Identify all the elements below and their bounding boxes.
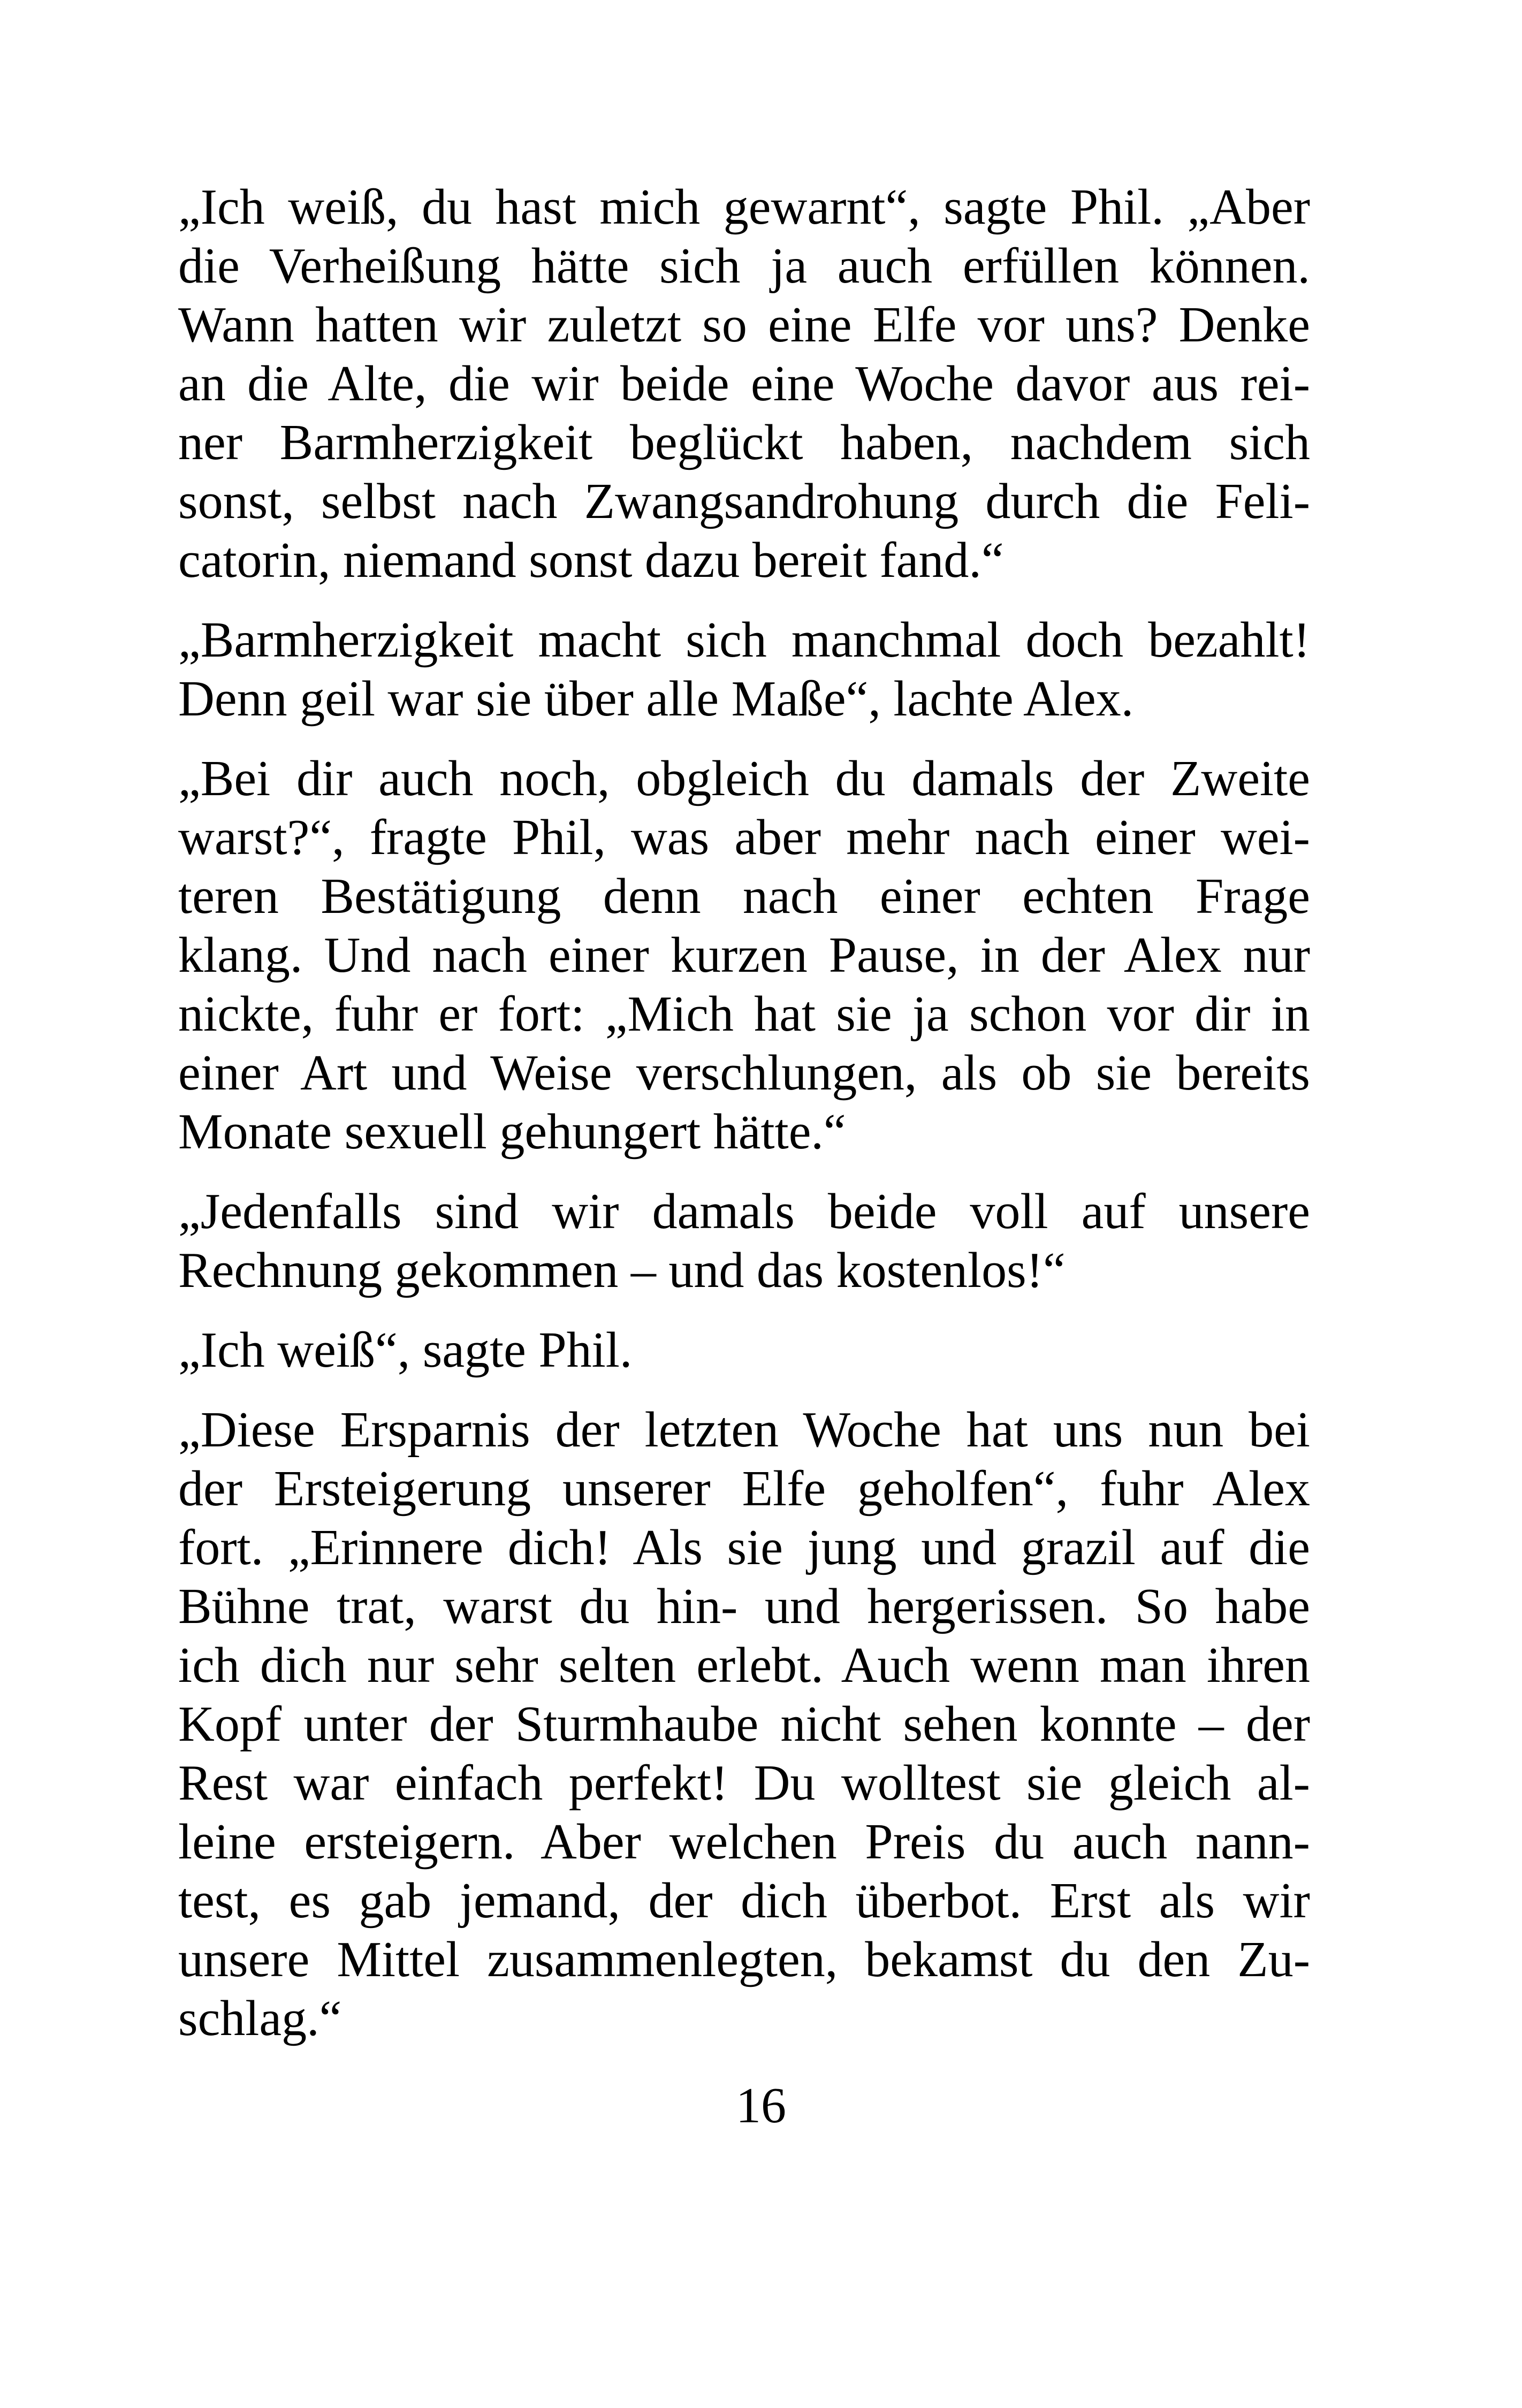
paragraph bbox=[178, 1182, 1310, 1300]
paragraph bbox=[178, 1400, 1310, 2048]
text-line: Kopf unter der Sturmhaube nicht sehen konnte – der bbox=[178, 1696, 1310, 1752]
text-line: an die Alte, die wir beide eine Woche davor aus rei- bbox=[178, 356, 1310, 412]
text-line: klang. Und nach einer kurzen Pause, in der Alex nur bbox=[178, 927, 1310, 983]
paragraph bbox=[178, 1321, 1310, 1380]
body-text bbox=[178, 178, 1310, 2069]
text-line: Denn geil war sie über alle Maße“, lachte Alex. bbox=[178, 671, 1134, 727]
paragraph bbox=[178, 178, 1310, 590]
text-line: nickte, fuhr er fort: „Mich hat sie ja schon vor dir in bbox=[178, 986, 1310, 1042]
text-line: teren Bestätigung denn nach einer echten Frage bbox=[178, 868, 1310, 924]
text-line: „Ich weiß“, sagte Phil. bbox=[178, 1322, 633, 1378]
text-line: „Ich weiß, du hast mich gewarnt“, sagte Phil. „Aber bbox=[178, 179, 1310, 235]
text-line: warst?“, fragte Phil, was aber mehr nach einer wei- bbox=[178, 810, 1310, 865]
text-line: Wann hatten wir zuletzt so eine Elfe vor uns? Denke bbox=[178, 297, 1310, 353]
text-line: test, es gab jemand, der dich überbot. Erst als wir bbox=[178, 1873, 1310, 1929]
text-line: „Diese Ersparnis der letzten Woche hat uns nun bei bbox=[178, 1402, 1310, 1458]
paragraph bbox=[178, 749, 1310, 1161]
text-line: schlag.“ bbox=[178, 1991, 342, 2046]
text-line: „Bei dir auch noch, obgleich du damals der Zweite bbox=[178, 751, 1310, 806]
text-line: unsere Mittel zusammenlegten, bekamst du den Zu- bbox=[178, 1932, 1310, 1987]
text-line: „Jedenfalls sind wir damals beide voll auf unsere bbox=[178, 1184, 1310, 1239]
text-line: fort. „Erinnere dich! Als sie jung und grazil auf die bbox=[178, 1520, 1310, 1575]
text-line: catorin, niemand sonst dazu bereit fand.“ bbox=[178, 532, 1004, 588]
text-line: Rechnung gekommen – und das kostenlos!“ bbox=[178, 1243, 1066, 1298]
text-line: ich dich nur sehr selten erlebt. Auch wenn man ihren bbox=[178, 1637, 1310, 1693]
text-line: sonst, selbst nach Zwangsandrohung durch die Feli- bbox=[178, 474, 1310, 529]
text-line: leine ersteigern. Aber welchen Preis du auch nann- bbox=[178, 1814, 1310, 1870]
paragraph bbox=[178, 611, 1310, 728]
text-line: der Ersteigerung unserer Elfe geholfen“, fuhr Alex bbox=[178, 1461, 1310, 1517]
text-line: Rest war einfach perfekt! Du wolltest sie gleich al- bbox=[178, 1755, 1310, 1811]
text-line: die Verheißung hätte sich ja auch erfüllen können. bbox=[178, 238, 1310, 294]
page-number: 16 bbox=[736, 2078, 786, 2133]
text-line: Monate sexuell gehungert hätte.“ bbox=[178, 1104, 846, 1160]
text-line: ner Barmherzigkeit beglückt haben, nachdem sich bbox=[178, 415, 1310, 470]
text-line: einer Art und Weise verschlungen, als ob sie bereits bbox=[178, 1045, 1310, 1101]
text-line: „Barmherzigkeit macht sich manchmal doch bezahlt! bbox=[178, 612, 1310, 668]
text-line: Bühne trat, warst du hin- und hergerissen. So habe bbox=[178, 1579, 1310, 1634]
